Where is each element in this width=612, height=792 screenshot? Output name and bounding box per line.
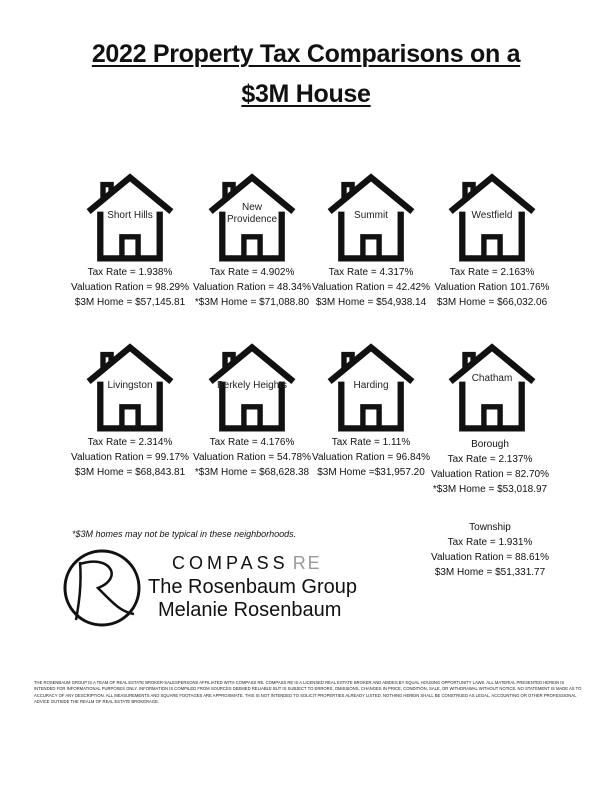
valuation-ratio: Valuation Ration = 48.34% [193,282,311,293]
valuation-ratio: Valuation Ration = 99.17% [71,452,189,463]
valuation-ratio: Valuation Ration = 54.78% [193,452,311,463]
tax-rate: Tax Rate = 4.317% [328,267,414,278]
house-card-chatham [422,342,562,432]
house-card-short-hills [60,172,200,310]
house-name: Livingston [107,380,153,391]
township-valuation-ratio: Valuation Ration = 88.61% [431,552,549,563]
house-name: Summit [354,210,388,221]
tax-rate: Tax Rate = 1.938% [87,267,173,278]
borough-valuation-ratio: Valuation Ration = 82.70% [431,469,549,480]
chatham-borough [420,437,560,497]
valuation-ratio: Valuation Ration = 96.84% [312,452,430,463]
page-title-line1: 2022 Property Tax Comparisons on a [91,40,521,68]
house-icon [444,342,540,432]
home-tax: $3M Home = $57,145.81 [74,297,186,308]
home-tax: $3M Home =$31,957.20 [317,467,425,478]
tax-rate: Tax Rate = 2.163% [449,267,535,278]
valuation-ratio: Valuation Ration 101.76% [434,282,550,293]
house-name: Westfield [471,210,513,221]
house-name: Chatham [471,373,513,384]
tax-rate: Tax Rate = 4.176% [209,437,295,448]
brand-group-name: The Rosenbaum Group [148,576,358,598]
chatham-township [420,520,560,580]
township-tax-rate: Tax Rate = 1.931% [447,537,533,548]
footnote: *$3M homes may not be typical in these neighborhoods. [72,529,297,539]
valuation-ratio: Valuation Ration = 98.29% [71,282,189,293]
house-name: Short Hills [107,210,153,221]
borough-tax-rate: Tax Rate = 2.137% [447,454,533,465]
legal-disclaimer: THE ROSENBAUM GROUP IS A TEAM OF REAL ESTATE BROKER-SALESPERSONS AFFILIATED WITH COMPASS RE. COMPASS RE IS A LICENSED REAL ESTATE BROKER AND ABIDES BY EQUAL HOUSING OPPORTUNITY LAWS. ALL MATERIAL PRESENTED HEREIN IS INTENDED FOR INFORMATIONAL PURPOSES ONLY. INFORMATION IS COMPILED FROM SOURCES DEEMED RELIABLE BUT IS SUBJECT TO ERRORS, OMISSIONS, CHANGES IN PRICE, CONDITION, SALE, OR WITHDRAWAL WITHOUT NOTICE. NO STATEMENT IS MADE AS TO ACCURACY OF ANY DESCRIPTION. ALL MEASUREMENTS AND SQUARE FOOTAGES ARE APPROXIMATE. THIS IS NOT INTENDED TO SOLICIT PROPERTIES ALREADY LISTED. NOTHING HEREIN SHALL BE CONSTRUED AS LEGAL, ACCOUNTING OR OTHER PROFESSIONAL ADVICE OUTSIDE THE REALM OF REAL ESTATE BROKERAGE. [34,680,582,705]
house-card-summit [301,172,441,310]
house-name-line2: Providence [226,214,278,225]
page-title-line2: $3M House [241,80,371,108]
tax-rate: Tax Rate = 2.314% [87,437,173,448]
home-tax: *$3M Home = $71,088.80 [194,297,310,308]
home-tax: $3M Home = $66,032.06 [436,297,548,308]
house-name: Berkely Heights [216,380,288,391]
brand-agent-name: Melanie Rosenbaum [158,599,342,621]
house-card-westfield [422,172,562,310]
re-text: RE [292,553,322,573]
brand-compass-wordmark [172,553,322,574]
township-home-tax: $3M Home = $51,331.77 [434,567,546,578]
house-name-line1: New [241,202,262,213]
house-name: Harding [353,380,389,391]
tax-rate: Tax Rate = 1.11% [331,437,411,448]
borough-label: Borough [471,439,509,450]
house-card-livingston [60,342,200,480]
township-label: Township [469,522,511,533]
tax-rate: Tax Rate = 4.902% [209,267,295,278]
compass-text: COMPASS [172,553,289,573]
valuation-ratio: Valuation Ration = 42.42% [312,282,430,293]
home-tax: $3M Home = $54,938.14 [315,297,427,308]
home-tax: *$3M Home = $68,628.38 [194,467,310,478]
home-tax: $3M Home = $68,843.81 [74,467,186,478]
borough-home-tax: *$3M Home = $53,018.97 [432,484,548,495]
